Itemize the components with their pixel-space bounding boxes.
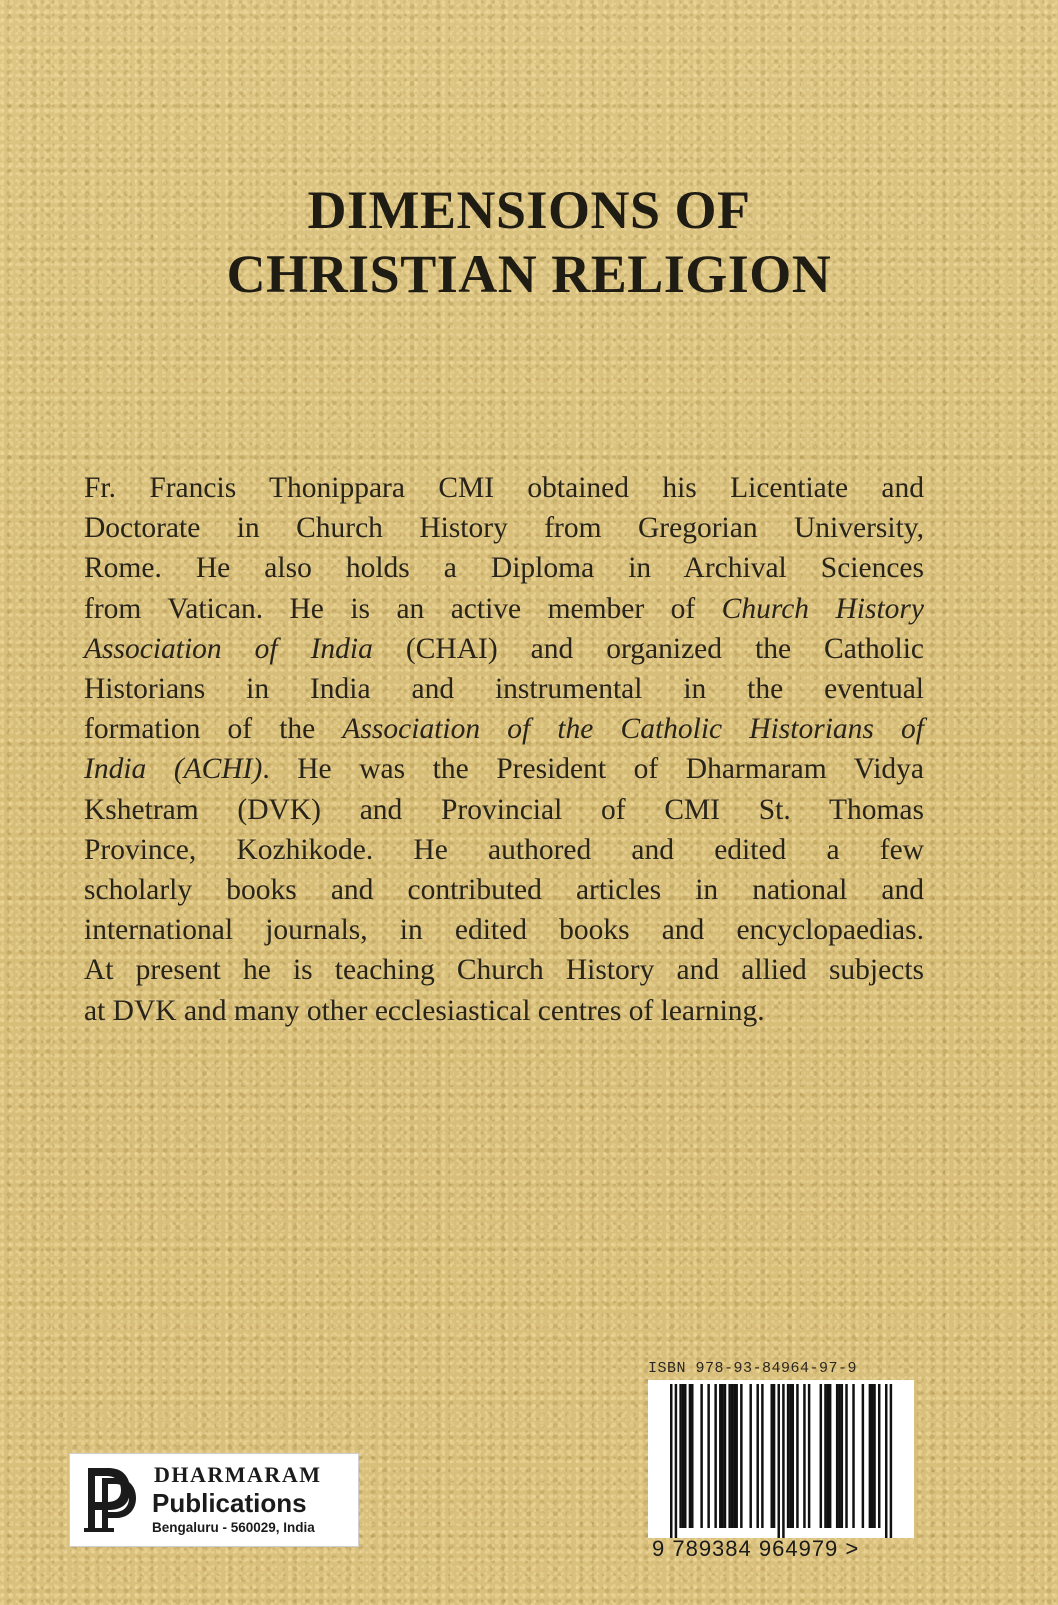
bio-text: international journals, in edited books and encyclopaedias. [84,914,924,947]
publisher-subtitle: Publications [152,1488,307,1518]
bio-italic-text: India (ACHI) [84,753,263,786]
book-title [0,178,1058,306]
bio-line [84,669,924,709]
bio-line [84,910,924,950]
barcode-bar [841,1384,843,1528]
book-title-line-1: DIMENSIONS OF [307,180,751,240]
barcode-bar [756,1384,758,1528]
barcode-bar [782,1384,784,1538]
bio-line [84,548,924,588]
isbn-barcode [648,1380,914,1538]
publisher-label [69,1453,359,1547]
barcode-bar [770,1384,772,1528]
bio-line [84,468,924,508]
bio-line [84,830,924,870]
barcode-bar [735,1384,737,1528]
barcode-bar [684,1384,686,1528]
barcode-bar [749,1384,751,1528]
barcode-bar [808,1384,810,1528]
barcode-bar [733,1384,735,1528]
bio-line [84,508,924,548]
bio-line [84,950,924,990]
barcode-bar [728,1384,730,1528]
barcode-bar [836,1384,838,1528]
barcode-bar [827,1384,829,1528]
barcode-bar [787,1384,789,1528]
bio-line [84,589,924,629]
barcode-bar [890,1384,892,1538]
bio-text: from Vatican. He is an active member of [84,592,722,625]
barcode-bar [700,1384,702,1528]
bio-text: Rome. He also holds a Diploma in Archival Sciences [84,552,924,585]
barcode-bar [838,1384,840,1528]
bio-text: formation of the [84,713,343,746]
bio-line [84,790,924,830]
barcode-bar [721,1384,723,1528]
bio-text: At present he is teaching Church History and allied subjects [84,954,924,987]
barcode-bar [761,1384,763,1528]
bio-italic-text: Association of the Catholic Historians of [342,713,924,746]
dp-monogram-icon [78,1464,142,1536]
bio-italic-text: Church History [721,592,924,625]
barcode-bar [862,1384,864,1528]
bio-text: . He was the President of Dharmaram Vidya [262,753,924,786]
barcode-bar [719,1384,721,1528]
barcode-bar [773,1384,775,1528]
bio-line [84,991,924,1031]
barcode-bar [869,1384,871,1528]
bio-line [84,870,924,910]
barcode-bar [885,1384,887,1538]
barcode-bar [878,1384,880,1528]
barcode-bar [796,1384,798,1528]
barcode-bar [820,1384,822,1528]
barcode-bar [803,1384,805,1528]
barcode-bar [845,1384,847,1528]
barcode-bar [691,1384,693,1528]
barcode-bar [792,1384,794,1528]
barcode-bar [871,1384,873,1528]
bio-text: Fr. Francis Thonippara CMI obtained his Licentiate and [84,472,924,504]
bio-line [84,709,924,749]
bio-text: scholarly books and contributed articles in national and [84,874,924,907]
barcode-bar [873,1384,875,1528]
barcode-icon [648,1380,914,1538]
author-bio [84,468,924,1031]
bio-text: Historians in India and instrumental in the eventual [84,673,924,706]
barcode-bar [740,1384,742,1528]
barcode-digits: 9 789384 964979 > [652,1536,860,1561]
barcode-bar [682,1384,684,1528]
bio-italic-text: Association of India [84,632,373,665]
bio-line [84,749,924,789]
barcode-bar [724,1384,726,1528]
barcode-bar [829,1384,831,1528]
bio-text: Kshetram (DVK) and Provincial of CMI St. Thomas [84,793,924,826]
barcode-bar [670,1384,672,1538]
barcode-bar [789,1384,791,1528]
isbn-label: ISBN 978-93-84964-97-9 [648,1360,858,1377]
bio-text: (CHAI) and organized the Catholic [372,632,924,665]
book-title-line-2: CHRISTIAN RELIGION [226,244,832,304]
bio-text: Doctorate in Church History from Gregorian University, [84,512,924,545]
barcode-bar [675,1384,677,1538]
barcode-bar [731,1384,733,1528]
publisher-name: DHARMARAM [154,1462,322,1487]
barcode-bar [777,1384,779,1538]
publisher-address: Bengaluru - 560029, India [152,1520,315,1535]
barcode-bar [679,1384,681,1528]
barcode-bar [689,1384,691,1528]
bio-text: at DVK and many other ecclesiastical centres of learning. [84,994,765,1027]
bio-text: Province, Kozhikode. He authored and edited a few [84,833,924,866]
barcode-bar [714,1384,716,1528]
barcode-bar [824,1384,826,1528]
bio-line [84,629,924,669]
barcode-bar [707,1384,709,1528]
barcode-bar [852,1384,854,1528]
